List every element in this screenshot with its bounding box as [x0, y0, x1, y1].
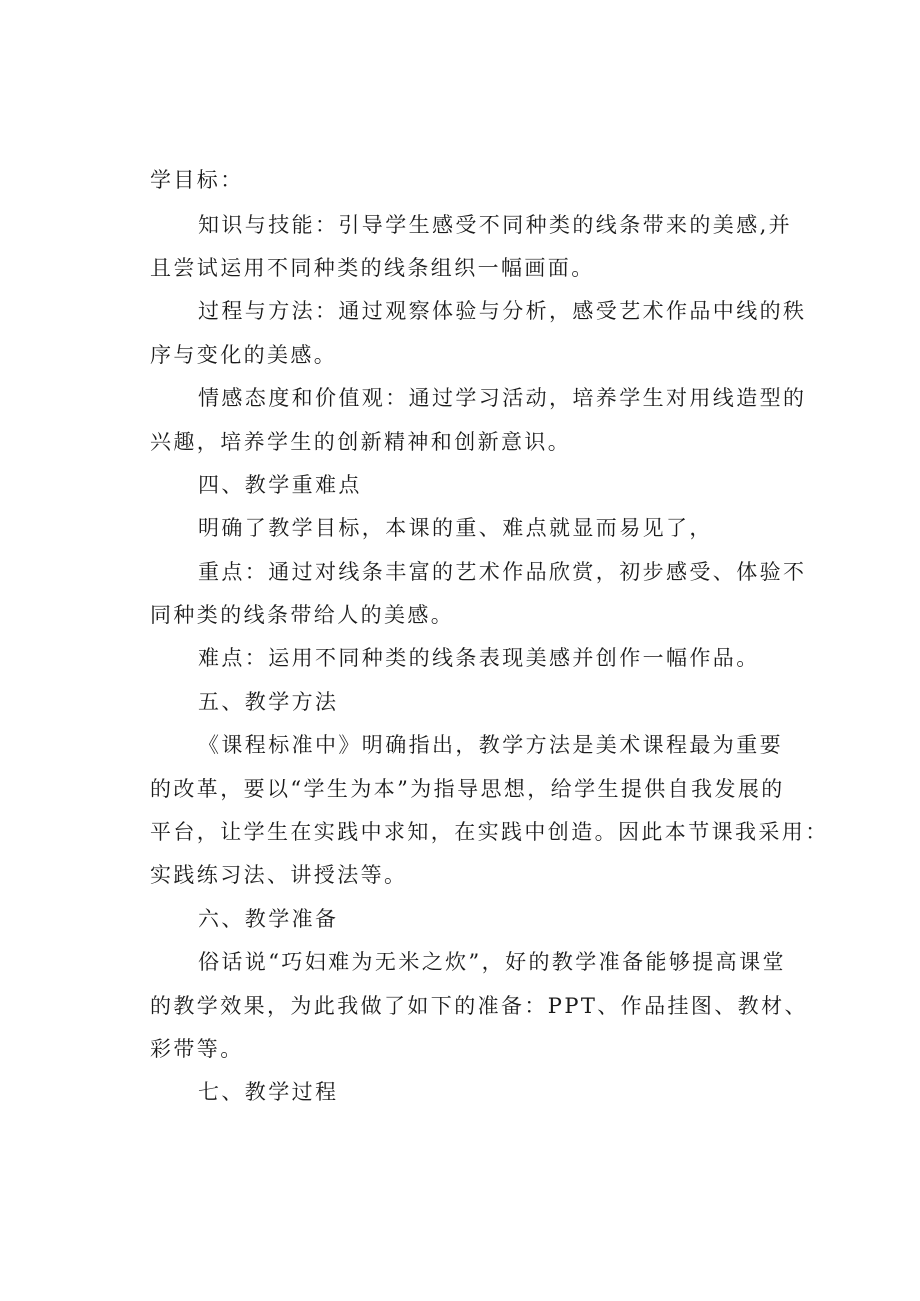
paragraph-line: 同种类的线条带给人的美感。 — [150, 603, 455, 627]
paragraph-line: 平台，让学生在实践中求知，在实践中创造。因此本节课我采用： — [150, 820, 829, 844]
paragraph-line: 俗话说“巧妇难为无米之炊”，好的教学准备能够提高课堂 — [198, 950, 786, 974]
section-heading: 七、教学过程 — [198, 1080, 339, 1104]
paragraph-line: 的改革，要以“学生为本”为指导思想，给学生提供自我发展的 — [150, 777, 785, 801]
section-heading: 四、教学重难点 — [198, 473, 362, 497]
paragraph-line: 《课程标准中》明确指出，教学方法是美术课程最为重要 — [198, 733, 783, 757]
paragraph-line: 学目标： — [150, 168, 244, 192]
paragraph-line: 难点：运用不同种类的线条表现美感并创作一幅作品。 — [198, 646, 760, 670]
paragraph-line: 彩带等。 — [150, 1037, 244, 1061]
paragraph-line: 重点：通过对线条丰富的艺术作品欣赏，初步感受、体验不 — [198, 560, 807, 584]
paragraph-line: 明确了教学目标，本课的重、难点就显而易见了， — [198, 516, 713, 540]
paragraph-line: 实践练习法、讲授法等。 — [150, 863, 408, 887]
paragraph-line: 序与变化的美感。 — [150, 343, 338, 367]
paragraph-line: 且尝试运用不同种类的线条组织一幅画面。 — [150, 256, 595, 280]
paragraph-line: 兴趣，培养学生的创新精神和创新意识。 — [150, 430, 572, 454]
paragraph-line: 的教学效果，为此我做了如下的准备：PPT、作品挂图、教材、 — [150, 994, 808, 1018]
section-heading: 五、教学方法 — [198, 690, 339, 714]
paragraph-line: 过程与方法：通过观察体验与分析，感受艺术作品中线的秩 — [198, 299, 807, 323]
section-heading: 六、教学准备 — [198, 907, 339, 931]
paragraph-line: 情感态度和价值观：通过学习活动，培养学生对用线造型的 — [198, 386, 807, 410]
paragraph-line: 知识与技能：引导学生感受不同种类的线条带来的美感,并 — [198, 213, 793, 237]
